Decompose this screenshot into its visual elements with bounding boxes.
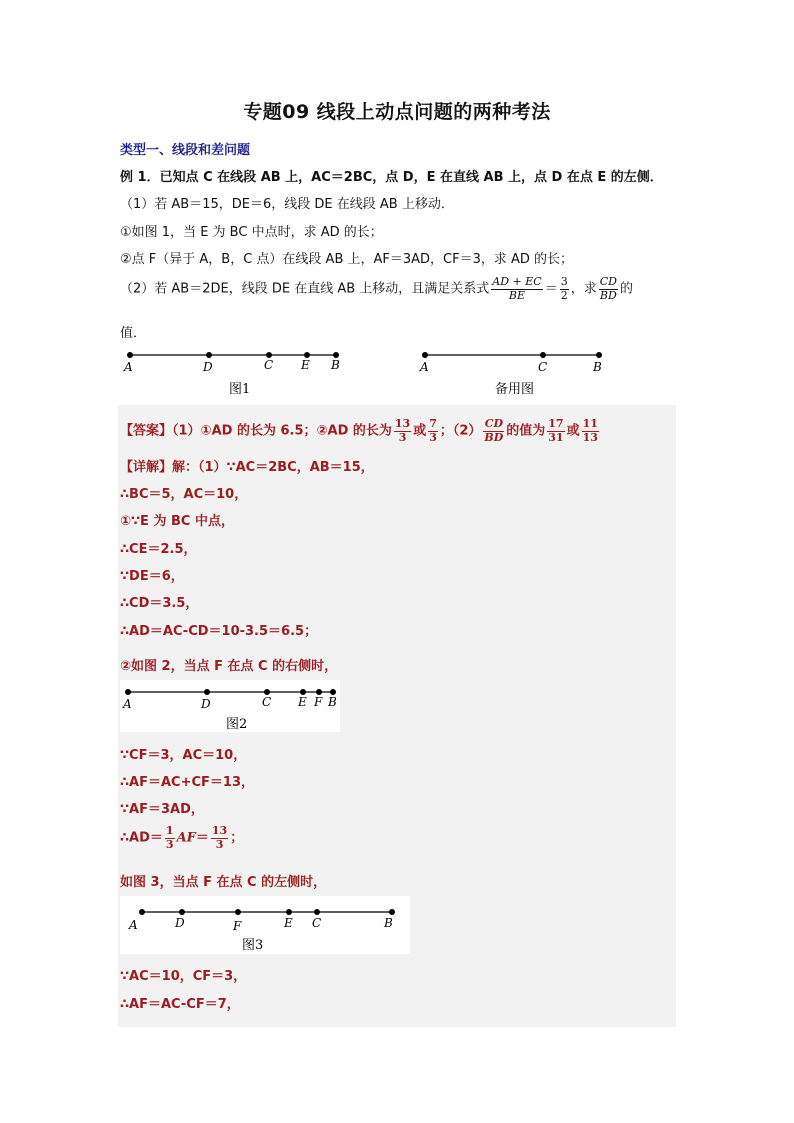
label-a: A (123, 697, 132, 711)
detail-ad-eq: ＝ (195, 830, 209, 846)
figure-3-caption: 图3 (242, 938, 264, 953)
equals-sign: ＝ (544, 281, 558, 297)
figure-spare (419, 352, 602, 397)
label-a: A (129, 918, 138, 932)
label-a: A (420, 360, 429, 374)
detail-line: ∴CE＝2.5， (120, 542, 197, 557)
point-d (206, 352, 212, 358)
point-f (235, 909, 241, 915)
label-c: C (264, 358, 274, 372)
figure-2-caption: 图2 (226, 717, 248, 732)
point-d (204, 689, 210, 695)
fraction-13-over-3: $\frac{13}{3}$ (394, 417, 411, 444)
document-title: 专题09 线段上动点问题的两种考法 (243, 101, 551, 123)
answer-part-3: 的值为 (506, 423, 546, 439)
label-b: B (384, 916, 393, 930)
detail-line: ∵AC＝10，CF＝3， (120, 969, 247, 984)
figure-1-caption: 图1 (229, 382, 251, 397)
figure-3 (120, 896, 410, 954)
detail-first-line (120, 456, 374, 475)
detail-line: ②如图 2，当点 F 在点 C 的右侧时， (120, 659, 338, 674)
problem-line-2: （1）若 AB＝15，DE＝6，线段 DE 在线段 AB 上移动． (120, 197, 454, 212)
figure-1 (123, 352, 340, 397)
fraction-13-over-3: $\frac{13}{3}$ (211, 824, 228, 851)
problem-line-6: 值． (120, 326, 147, 341)
point-c (314, 909, 320, 915)
point-b (596, 352, 602, 358)
problem-line-5-post: 的 (619, 281, 633, 297)
point-a (422, 352, 428, 358)
point-a (127, 352, 133, 358)
point-b (389, 909, 395, 915)
fraction-ad-ec-over-be: $\frac{AD + EC}{BE}$ (492, 275, 542, 302)
fraction-7-over-3: $\frac{7}{3}$ (429, 417, 437, 444)
fraction-cd-over-bd: $\frac{CD}{BD}$ (484, 417, 504, 444)
figure-1-and-spare (118, 345, 678, 400)
label-f: F (233, 919, 242, 933)
label-c: C (538, 360, 548, 374)
point-a (125, 689, 131, 695)
type-heading: 类型一、线段和差问题 (120, 143, 251, 158)
label-c: C (312, 916, 322, 930)
label-f: F (314, 695, 323, 709)
point-e (286, 909, 292, 915)
label-e: E (284, 916, 293, 930)
label-b: B (593, 360, 602, 374)
answer-part-1: （1）①AD 的长为 6.5；②AD 的长为 (172, 423, 392, 439)
detail-first-text: 解：（1）∵AC＝2BC，AB＝15， (172, 460, 374, 475)
detail-line: ∴AD＝AC-CD＝10-3.5＝6.5； (120, 624, 318, 639)
point-d (179, 909, 185, 915)
label-d: D (175, 916, 185, 930)
detail-line: ∵AF＝3AD， (120, 802, 204, 817)
problem-line-3: ①如图 1，当 E 为 BC 中点时，求 AD 的长； (120, 225, 383, 240)
answer-tag: 【答案】 (120, 423, 173, 439)
detail-line: ∴BC＝5，AC＝10， (120, 487, 248, 502)
answer-part-2: ；（2） (439, 423, 482, 439)
problem-line-4: ②点 F（异于 A，B，C 点）在线段 AB 上，AF＝3AD，CF＝3，求 AD 的长； (120, 252, 574, 267)
problem-line-5-mid: ，求 (570, 281, 597, 297)
fraction-11-over-13: $\frac{11}{13}$ (582, 417, 598, 444)
detail-line: ∵CF＝3，AC＝10， (120, 748, 247, 763)
problem-line-1: 例 1．已知点 C 在线段 AB 上，AC＝2BC，点 D，E 在直线 AB 上，点 D 在点 E 的左侧． (120, 170, 663, 185)
detail-tag: 【详解】 (120, 460, 173, 475)
detail-fig3-intro: 如图 3，当点 F 在点 C 的左侧时， (120, 875, 327, 890)
fraction-cd-over-bd: $\frac{CD}{BD}$ (599, 275, 617, 302)
figure-spare-caption: 备用图 (495, 382, 535, 397)
point-c (540, 352, 546, 358)
detail-ad-af: AF (176, 830, 196, 846)
label-e: E (298, 695, 307, 709)
answer-line (120, 418, 601, 444)
label-d: D (203, 360, 213, 374)
figure-2 (120, 680, 340, 732)
detail-line: ∴CD＝3.5， (120, 596, 199, 611)
fraction-3-over-2: $\frac{3}{2}$ (560, 275, 568, 302)
detail-ad-pre: ∴AD＝ (120, 830, 163, 846)
label-b: B (331, 358, 340, 372)
problem-line-5-pre: （2）若 AB＝2DE，线段 DE 在直线 AB 上移动，且满足关系式 (120, 281, 490, 297)
detail-ad-line (120, 825, 243, 851)
label-e: E (301, 358, 310, 372)
fraction-1-over-3: $\frac{1}{3}$ (165, 824, 174, 851)
detail-line: ∴AF＝AC+CF＝13， (120, 775, 254, 790)
detail-ad-post: ； (230, 830, 244, 846)
detail-line: ①∵E 为 BC 中点， (120, 514, 234, 529)
answer-or-1: 或 (413, 423, 427, 439)
problem-line-5 (120, 276, 633, 302)
point-a (139, 909, 145, 915)
label-b: B (328, 695, 337, 709)
detail-line: ∴AF＝AC-CF＝7， (120, 997, 240, 1012)
label-c: C (262, 695, 272, 709)
label-a: A (124, 360, 133, 374)
detail-line: ∵DE＝6， (120, 569, 184, 584)
label-d: D (201, 697, 211, 711)
fraction-17-over-31: $\frac{17}{31}$ (548, 417, 564, 444)
answer-or-2: 或 (566, 423, 580, 439)
